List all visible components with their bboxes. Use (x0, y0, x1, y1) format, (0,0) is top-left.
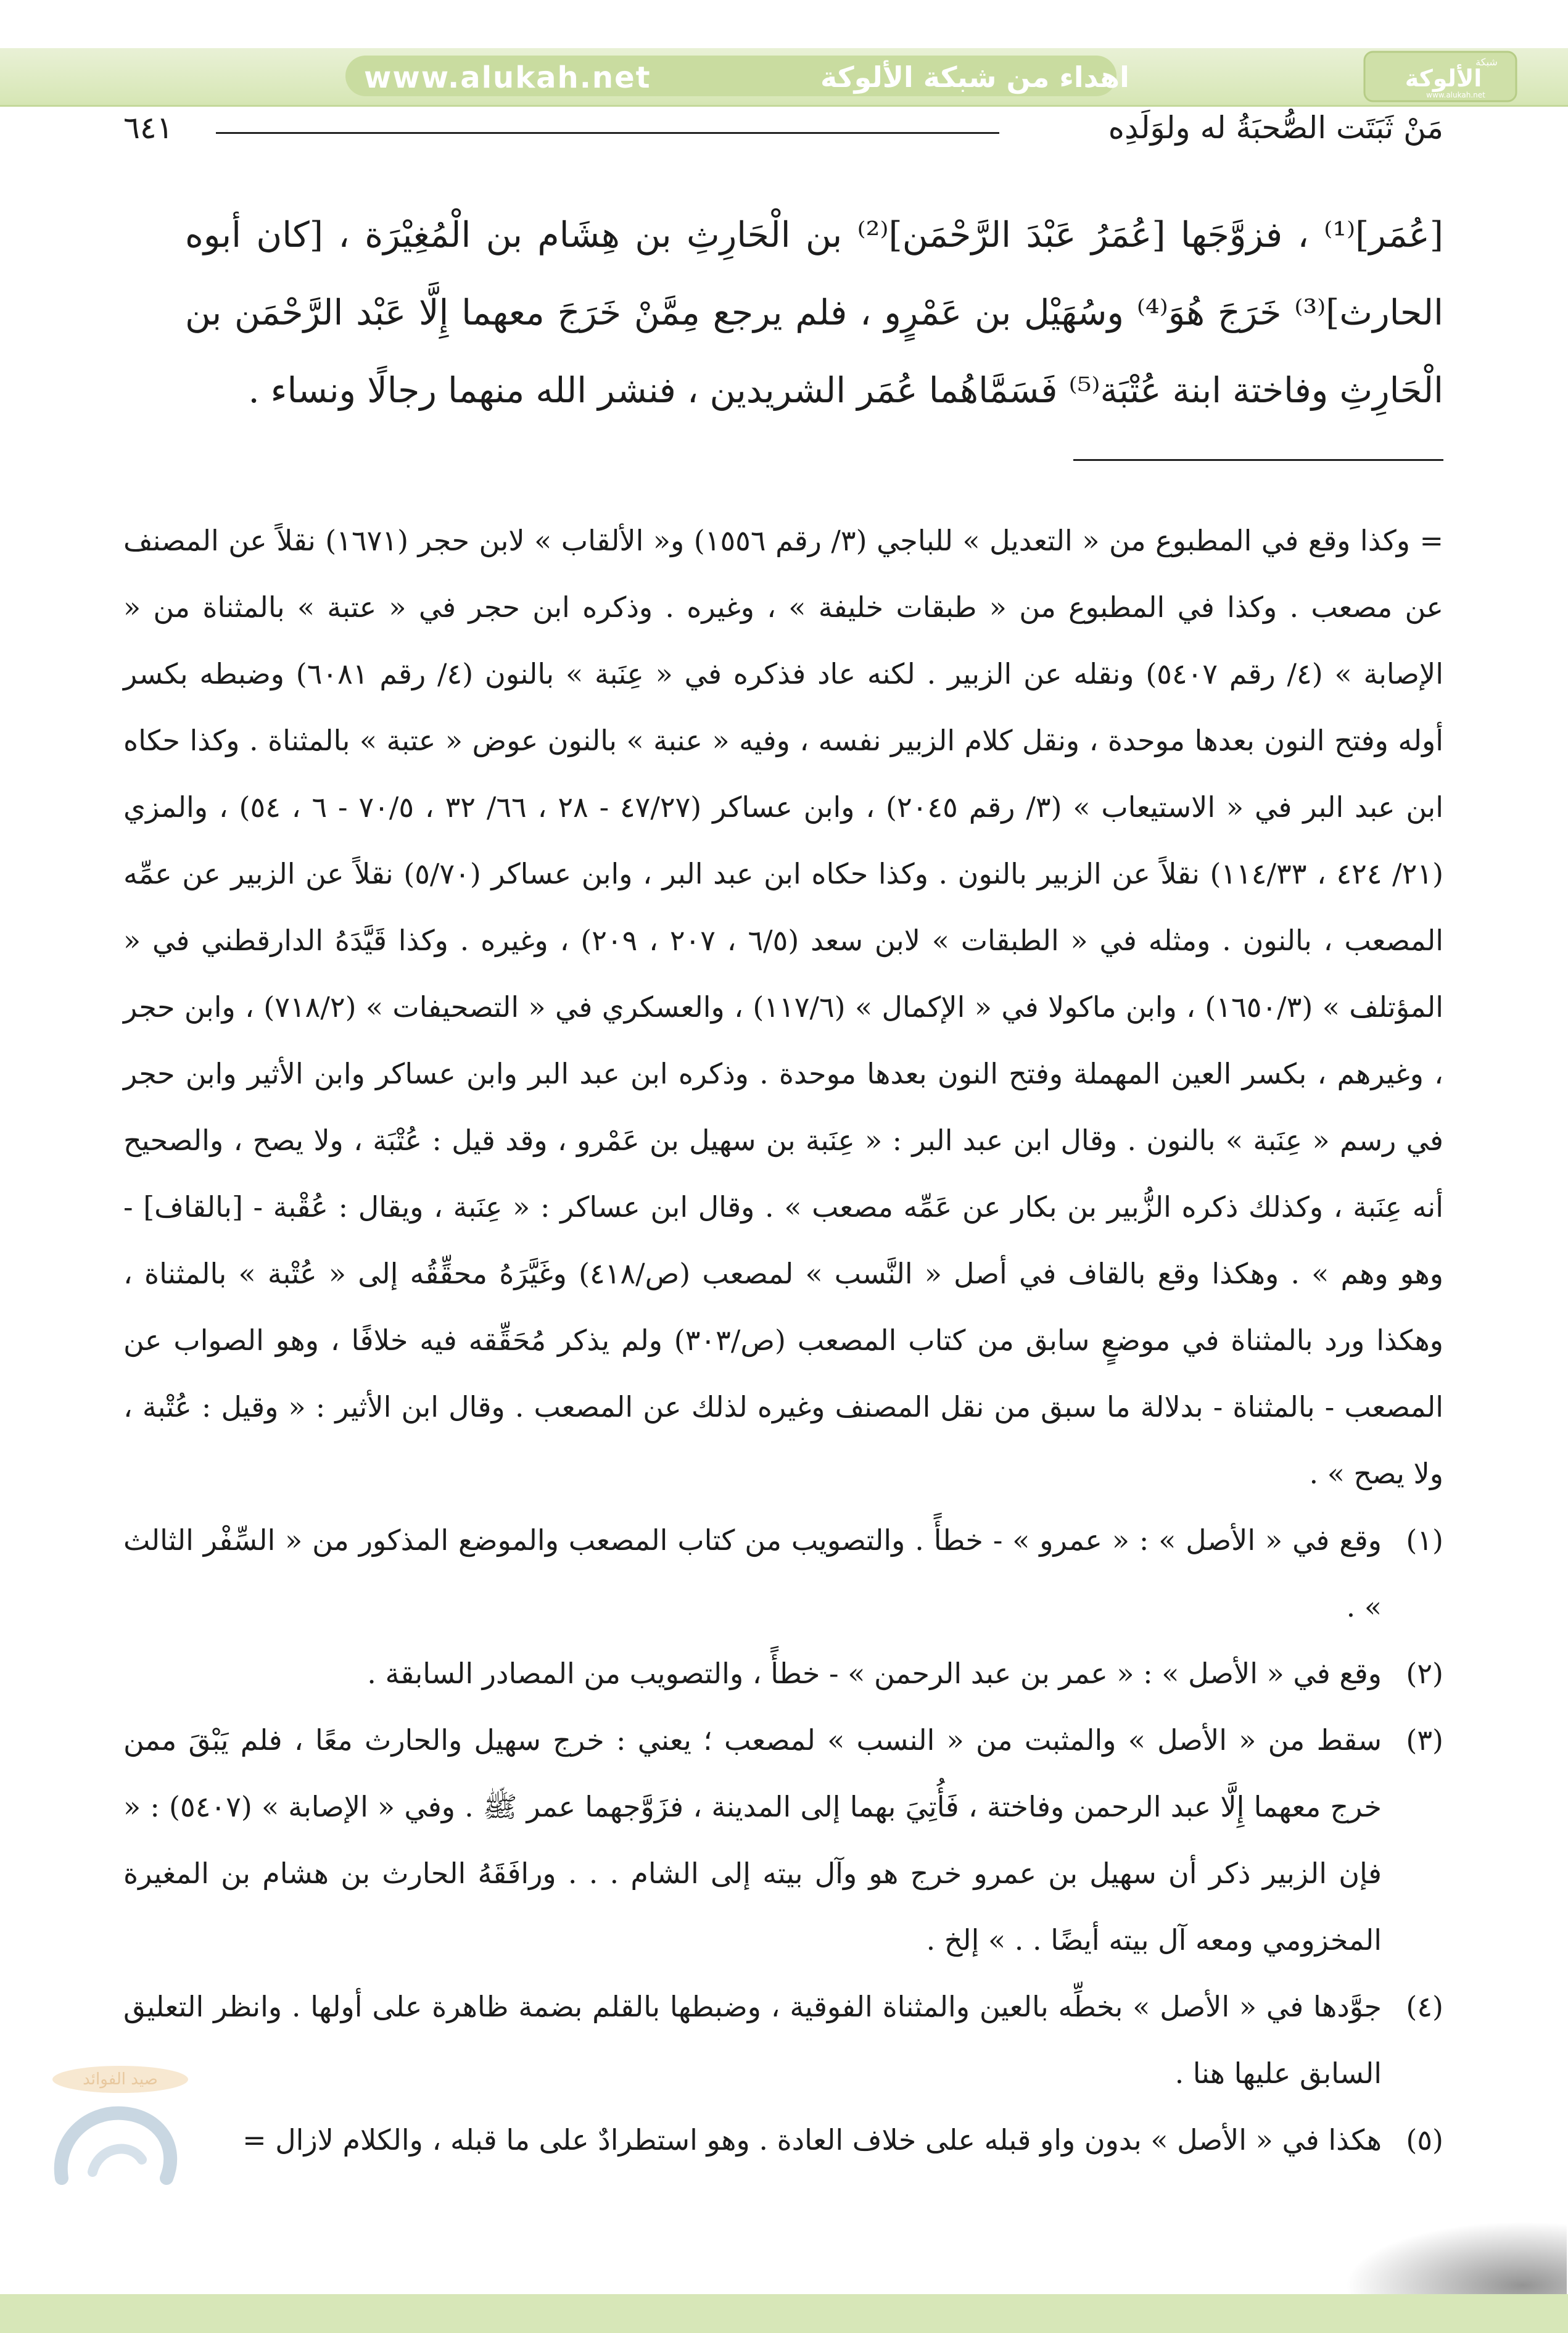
footnote-text: وقع في « الأصل » : « عمرو » - خطأً . والتصويب من كتاب المصعب والموضع المذكور من « السِّفْر الثالث » . (123, 1523, 1382, 1623)
saaid-logo-text: صيد الفوائد (83, 2070, 158, 2089)
header-rule (216, 132, 999, 134)
footnote-5 (123, 2107, 1443, 2173)
footnote-number: (٢) (1406, 1657, 1443, 1690)
alukah-logo-small: شبكة (1475, 56, 1498, 68)
footnote-number: (٥) (1406, 2123, 1443, 2157)
footnote-text: سقط من « الأصل » والمثبت من « النسب » لمصعب ؛ يعني : خرج سهيل والحارث معًا ، فلم يَبْقَ ممن خرج معهما إِلَّا عبد الرحمن وفاختة ، فَأُتِيَ بهما إلى المدينة ، فزَوَّجهما عمر ﷺ . وفي « الإصابة » (٥٤٠٧) : « فإن الزبير ذكر أن سهيل بن عمرو خرج هو وآل بيته إلى الشام . . . ورافَقَهُ الحارث بن هشام بن المغيرة المخزومي ومعه آل بيته أيضًا . . » إلخ . (123, 1723, 1382, 1957)
footnotes (123, 507, 1443, 2173)
saaid-watermark-logo (19, 2055, 222, 2203)
footnote-text: جوَّدها في « الأصل » بخطِّه بالعين والمثناة الفوقية ، وضبطها بالقلم بضمة ظاهرة على أولها . وانظر التعليق السابق عليها هنا . (123, 1990, 1382, 2090)
main-paragraph: [عُمَر]⁽¹⁾ ، فزوَّجَها [عُمَرُ عَبْدَ الرَّحْمَن]⁽²⁾ بن الْحَارِثِ بن هِشَام بن الْمُغِيْرَة ، [كان أبوه الحارث]⁽³⁾ خَرَجَ هُوَ⁽⁴⁾ وسُهَيْل بن عَمْرٍو ، فلم يرجع مِمَّنْ خَرَجَ معهما إِلَّا عَبْد الرَّحْمَن بن الْحَارِثِ وفاختة ابنة عُتْبَة⁽⁵⁾ فَسَمَّاهُما عُمَر الشريدين ، فنشر الله منهما رجالًا ونساء . (185, 215, 1444, 411)
footnote-text: وقع في « الأصل » : « عمر بن عبد الرحمن » - خطأً ، والتصويب من المصادر السابقة . (367, 1657, 1382, 1690)
footnote-1 (123, 1507, 1443, 1640)
footnote-continuation: = وكذا وقع في المطبوع من « التعديل » للباجي (٣/ رقم ١٥٥٦) و« الألقاب » لابن حجر (١٦٧١) نقلاً عن المصنف عن مصعب . وكذا في المطبوع من « طبقات خليفة » ، وغيره . وذكره ابن حجر في « عتبة » بالمثناة من « الإصابة » (٤/ رقم ٥٤٠٧) ونقله عن الزبير . لكنه عاد فذكره في « عِنَبة » بالنون (٤/ رقم ٦٠٨١) وضبطه بكسر أوله وفتح النون بعدها موحدة ، ونقل كلام الزبير نفسه ، وفيه « عنبة » بالنون عوض « عتبة » بالمثناة . وكذا حكاه ابن عبد البر في « الاستيعاب » (٣/ رقم ٢٠٤٥) ، وابن عساكر (٤٧/٢٧ - ٢٨ ، ٦٦/ ٣٢ ، ٧٠/٥ - ٦ ، ٥٤) ، والمزي (٢١/ ٤٢٤ ، ١١٤/٣٣) نقلاً عن الزبير بالنون . وكذا حكاه ابن عبد البر ، وابن عساكر (٥/٧٠) نقلاً عن الزبير عن عمِّه المصعب ، بالنون . ومثله في « الطبقات » لابن سعد (٦/٥ ، ٢٠٧ ، ٢٠٩) ، وغيره . وكذا قَيَّدَهُ الدارقطني في « المؤتلف » (١٦٥٠/٣) ، وابن ماكولا في « الإكمال » (١١٧/٦) ، والعسكري في « التصحيفات » (٧١٨/٢) ، وابن حجر ، وغيرهم ، بكسر العين المهملة وفتح النون بعدها موحدة . وذكره ابن عبد البر وابن عساكر وابن الأثير وابن حجر في رسم « عِنَبة » بالنون . وقال ابن عبد البر : « عِنَبة بن سهيل بن عَمْرو ، وقد قيل : عُتْبَة ، ولا يصح ، والصحيح أنه عِنَبة ، وكذلك ذكره الزُّبير بن بكار عن عَمِّه مصعب » . وقال ابن عساكر : « عِنَبة ، ويقال : عُقْبة - [بالقاف] - وهو وهم » . وهكذا وقع بالقاف في أصل « النَّسب » لمصعب (ص/٤١٨) وغَيَّرَهُ محقِّقُه إلى « عُتْبة » بالمثناة ، وهكذا ورد بالمثناة في موضعٍ سابق من كتاب المصعب (ص/٣٠٣) ولم يذكر مُحَقِّقه فيه خلافًا ، وهو الصواب عن المصعب - بالمثناة - بدلالة ما سبق من نقل المصنف وغيره لذلك عن المصعب . وقال ابن الأثير : « وقيل : عُتْبة ، ولا يصح » . (123, 524, 1444, 1490)
page-corner-shadow (1345, 2221, 1567, 2302)
alukah-logo[interactable] (1363, 51, 1517, 102)
bottom-watermark-strip (0, 2294, 1568, 2333)
chapter-title: مَنْ ثَبَتَت الصُّحبَةُ له ولوَلَدِه (1108, 110, 1443, 146)
page-number: ٦٤١ (123, 110, 173, 146)
banner-gift-text: اهداء من شبكة الألوكة (820, 60, 1129, 94)
footnote-number: (١) (1406, 1523, 1443, 1557)
watermark-banner (0, 48, 1568, 107)
footnote-3 (123, 1707, 1443, 1973)
footnote-separator (1073, 459, 1443, 461)
footnote-text: هكذا في « الأصل » بدون واو قبله على خلاف العادة . وهو استطرادٌ على ما قبله ، والكلام لازال = (242, 2123, 1382, 2157)
page-header (123, 110, 1443, 153)
footnote-2 (123, 1640, 1443, 1707)
footnote-4 (123, 1973, 1443, 2107)
alukah-logo-url: www.alukah.net (1426, 91, 1485, 99)
footnote-number: (٤) (1406, 1990, 1443, 2023)
footnote-list (123, 1507, 1443, 2173)
alukah-logo-text: الألوكة (1405, 65, 1482, 92)
banner-url[interactable]: www.alukah.net (364, 60, 651, 95)
main-text (185, 196, 1443, 429)
footnote-number: (٣) (1406, 1723, 1443, 1757)
